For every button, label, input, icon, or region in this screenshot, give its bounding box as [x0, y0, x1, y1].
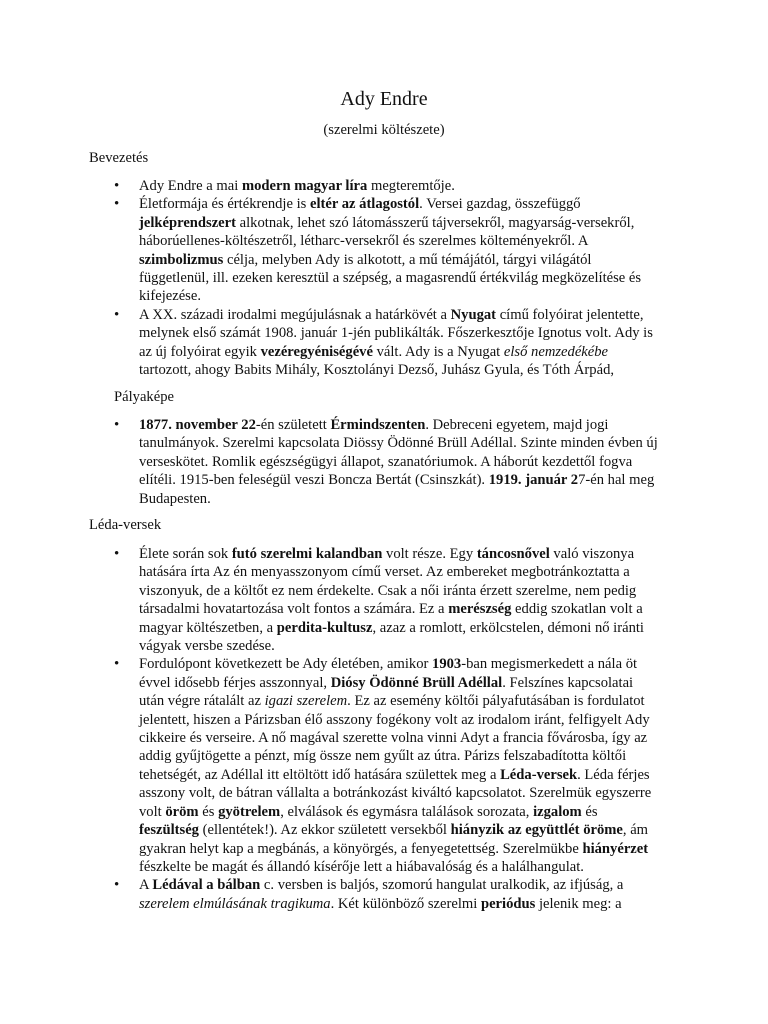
text-run: fészkelte be magát és állandó kísérője lett a hiábavalóság és a halálhangulat.	[139, 858, 584, 875]
section-heading-palyakepe: Pályaképe	[114, 389, 174, 405]
bold-text: 1903	[432, 656, 462, 673]
bold-text: Léda-versek	[500, 766, 578, 783]
bold-text: jelképrendszert	[139, 214, 236, 231]
text-run: c. versben is baljós, szomorú hangulat uralkodik, az ifjúság, a	[260, 877, 624, 894]
text-run: . Debreceni egyetem, majd jogi tanulmányok. Szerelmi kapcsolata Diössy Ödönné Brüll Adéllal. Szinte minden évben új verseskötet. Romlik egészségügyi állapot, szanatóriumok. A háborút kezdettől fogva elítéli. 1915-ben feleségül veszi Boncza Bertát (Csinszkát).	[139, 417, 658, 489]
list-item	[114, 177, 659, 195]
text-run: A XX. századi irodalmi megújulásnak a határkövét a	[139, 306, 451, 323]
list-item	[114, 655, 659, 876]
text-run: Élete során sok	[139, 546, 232, 562]
bold-text: öröm	[165, 803, 199, 820]
list-bevezetes	[114, 177, 659, 379]
text-run: alkotnak, lehet szó látomásszerű tájversekről, magyarság-versekről, háborúellenes-költészetről, létharc-versekről és szerelmes költeményekről. A	[139, 214, 635, 250]
bold-text: gyötrelem	[218, 803, 281, 820]
bold-text: feszültség	[139, 822, 199, 839]
bold-text: Nyugat	[450, 306, 497, 323]
page-title: Ady Endre	[340, 88, 428, 110]
list-item	[114, 306, 659, 380]
italic-text: igazi szerelem	[264, 693, 348, 710]
italic-text: szerelem elmúlásának tragikuma	[139, 895, 331, 912]
italic-text: első nemzedékébe	[503, 343, 609, 360]
bold-text: izgalom	[533, 803, 582, 820]
text-run: tartozott, ahogy Babits Mihály, Kosztolányi Dezső, Juhász Gyula, és Tóth Árpád,	[139, 362, 615, 379]
bold-text: hiányérzet	[582, 840, 649, 857]
text-run: . Felszínes kapcsolatai után végre rátalált az	[139, 674, 634, 710]
text-run: , ám gyakran helyt kap a megbánás, a könyörgés, a fenyegetettség. Szerelmükbe	[139, 822, 649, 857]
bold-text: 1877. november 22	[139, 417, 256, 433]
text-run: Fordulópont következett be Ady életében, amikor	[139, 656, 433, 673]
text-run: megteremtője.	[367, 178, 455, 194]
text-run: -én született	[255, 417, 331, 433]
text-run: Ady Endre a mai	[139, 178, 242, 194]
text-run: , elválások és egymásra találások sorozata,	[280, 803, 534, 820]
text-run: 7-én hal meg Budapesten.	[139, 472, 655, 507]
text-run: és	[198, 803, 219, 820]
page-subtitle: (szerelmi költészete)	[323, 122, 445, 138]
bold-text: eltér az átlagostól	[310, 196, 420, 213]
list-item	[114, 545, 659, 655]
list-leda-versek	[114, 545, 659, 913]
text-run: (ellentétek!). Az ekkor született versekből	[198, 822, 451, 839]
text-run: című folyóirat jelentette, melynek első számát 1908. január 1-jén publikálták. Főszerkesztője Ignotus volt. Ady is az új folyóirat egyik	[139, 306, 653, 360]
text-run: való viszonya hatására írta Az én menyasszonyom című verset. Az embereket megbotránkoztatta a viszonyuk, de a költőt ez nem érdekelte. Csak a női iránta érzett szerelme, nem pedig társadalmi hovatartozása volt fontos a számára. Ez a	[139, 546, 637, 618]
text-run: jelenik meg: a	[535, 895, 622, 912]
bold-text: Diósy Ödönné Brüll Adéllal	[330, 674, 503, 691]
bold-text: periódus	[480, 895, 536, 912]
bold-text: Érmindszenten	[330, 417, 426, 433]
list-palyakepe	[114, 416, 659, 508]
text-run: . Ez az esemény költői pályafutásában is fordulatot jelentett, hiszen a Párizsban élő asszony fogékony volt az irodalom iránt, felfigyelt Ady cikkeire és verseire. A nő magával szerette volna vinni Adyt a francia fővárosba, így az addig gyűjtögette a pénzt, míg össze nem gyűlt az útra. Párizs felszabadította költői tehetségét, az Adéllal itt eltöltött idő hatására születtek meg a	[139, 693, 650, 783]
text-run: és	[581, 803, 598, 820]
text-run: . Versei gazdag, összefüggő	[419, 196, 581, 213]
bold-text: Lédával a bálban	[152, 877, 261, 894]
bold-text: vezéregyéniségévé	[260, 343, 373, 360]
text-run: Életformája és értékrendje is	[139, 196, 310, 213]
list-item	[114, 876, 659, 913]
list-item	[114, 416, 659, 508]
text-run: volt része. Egy	[382, 546, 477, 562]
section-heading-leda-versek: Léda-versek	[89, 517, 162, 533]
text-run: , azaz a romlott, erkölcstelen, démoni nő iránti vágyak versbe szedése.	[139, 619, 644, 655]
text-run: célja, melyben Ady is alkotott, a mű témájától, tárgyi világától függetlenül, ill. ezeken keresztül a szépség, a magasrendű értékvilág megközelítése és kifejezése.	[139, 251, 642, 305]
bold-text: merészség	[448, 601, 512, 618]
bold-text: modern magyar líra	[241, 178, 368, 194]
bold-text: szimbolizmus	[139, 251, 224, 268]
text-run: . Két különböző szerelmi	[330, 895, 481, 912]
bold-text: 1919. január 2	[488, 472, 579, 489]
text-run: -ban megismerkedett a nála öt évvel idősebb férjes asszonnyal,	[139, 656, 638, 691]
bold-text: perdita-kultusz	[276, 619, 373, 636]
text-run: . Léda férjes asszony volt, de bátran vállalta a botránkozást kiváltó kapcsolatot. Szerelmük egyszerre volt	[139, 766, 652, 820]
text-run: eddig szokatlan volt a magyar költészetben, a	[139, 601, 643, 636]
bold-text: táncosnővel	[476, 546, 550, 562]
bold-text: hiányzik az együttlét öröme	[450, 822, 623, 839]
text-run: A	[139, 877, 153, 894]
section-heading-bevezetes: Bevezetés	[89, 150, 149, 166]
list-item	[114, 195, 659, 305]
text-run: vált. Ady is a Nyugat	[372, 343, 504, 360]
bold-text: futó szerelmi kalandban	[231, 546, 383, 562]
